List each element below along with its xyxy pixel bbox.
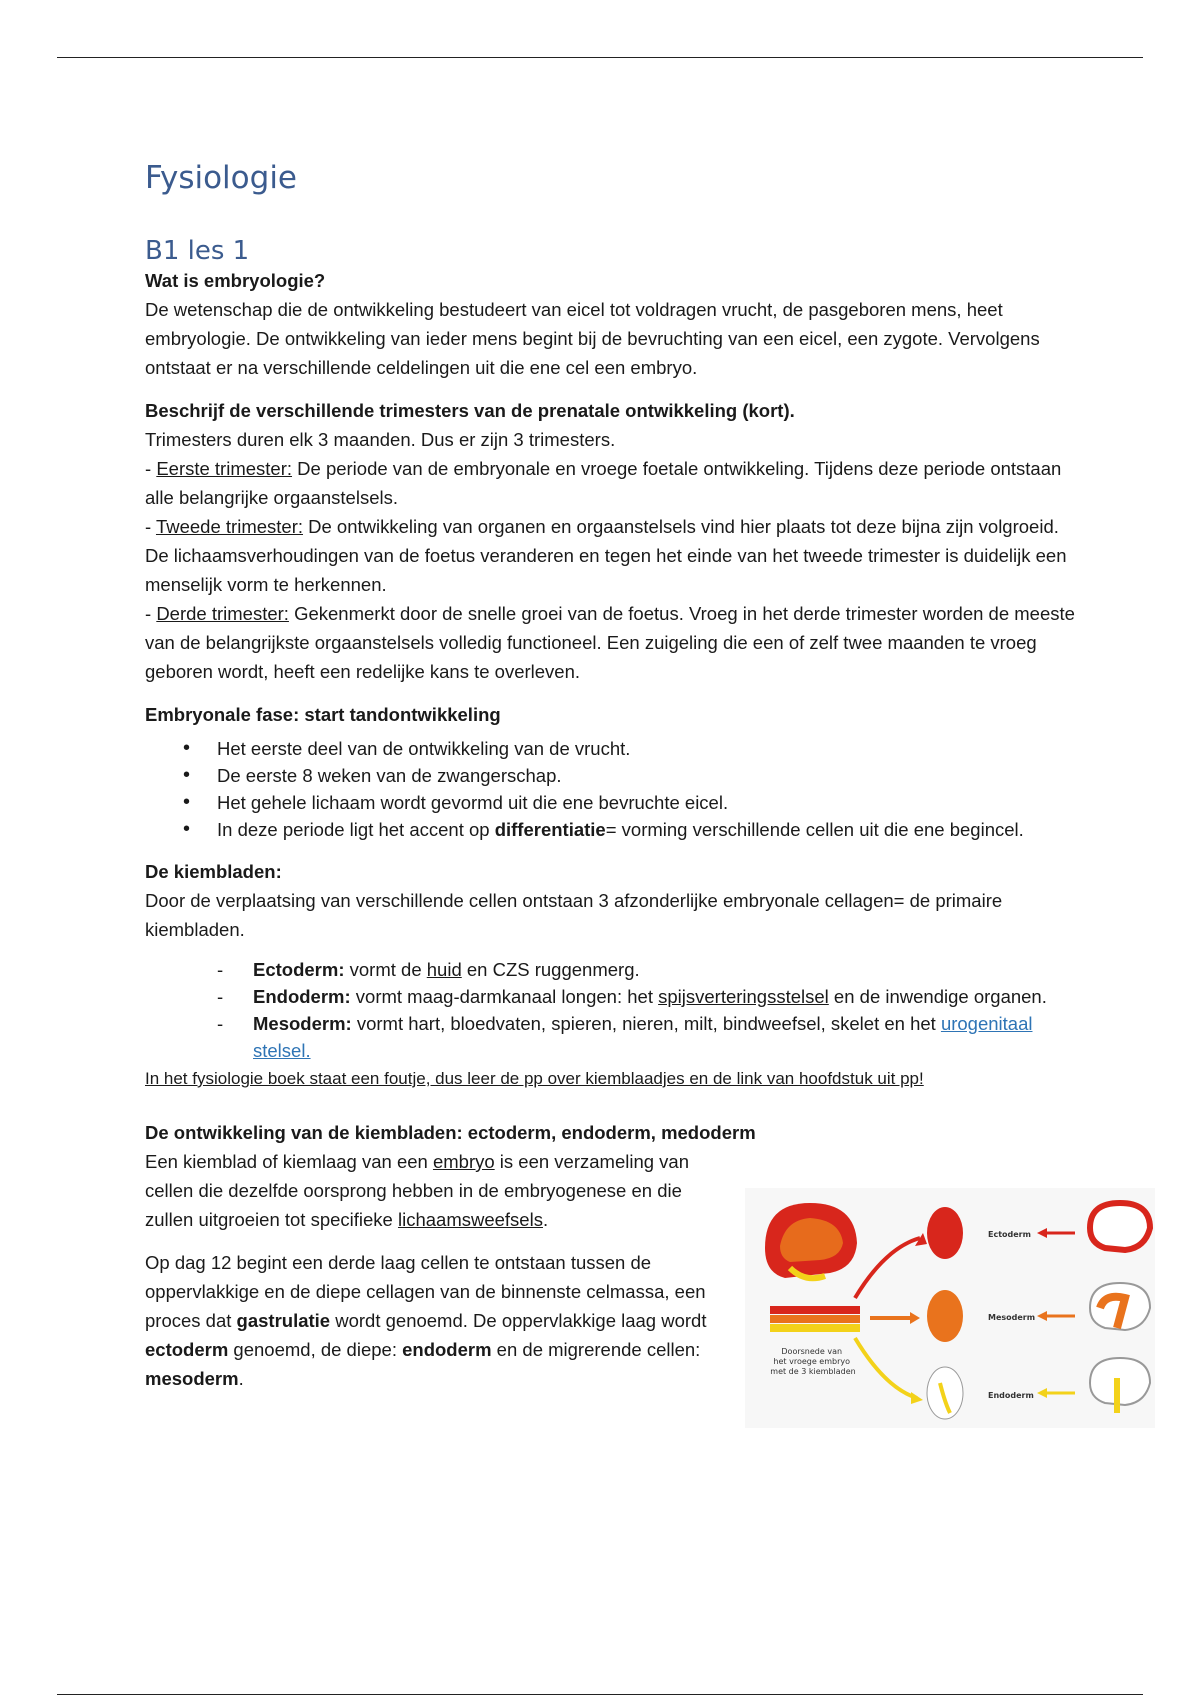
section-heading: B1 les 1 bbox=[145, 236, 250, 266]
fetus-endoderm bbox=[927, 1367, 963, 1419]
gastrulatie-paragraph: Op dag 12 begint een derde laag cellen te ontstaan tussen de oppervlakkige en de diepe cellagen van de binnenste celmassa, een proces dat gastrulatie wordt genoemd. De oppervlakkige laag wordt ectoderm genoemd, de diepe: endoderm en de migrerende cellen: mesoderm. bbox=[145, 1252, 707, 1389]
list-item: • Het eerste deel van de ontwikkeling van de vrucht. bbox=[145, 735, 1075, 762]
figure-caption-line-2: het vroege embryo bbox=[773, 1357, 851, 1366]
footer-rule bbox=[57, 1694, 1143, 1695]
disc-ectoderm bbox=[770, 1306, 860, 1314]
document-body bbox=[145, 160, 1075, 1400]
label-mesoderm: Mesoderm bbox=[988, 1313, 1036, 1322]
list-item-mesoderm: - Mesoderm: vormt hart, bloedvaten, spieren, nieren, milt, bindweefsel, skelet en het urogenitaal stelsel. bbox=[145, 1010, 1075, 1064]
germ-layer-text bbox=[145, 1147, 725, 1393]
kiemblad-definition: Een kiemblad of kiemlaag van een embryo is een verzameling van cellen die dezelfde oorsprong hebben in de embryogenese en die zullen uitgroeien tot specifieke lichaamsweefsels. bbox=[145, 1151, 690, 1230]
embryonic-phase-list bbox=[145, 735, 1075, 843]
label-endoderm: Endoderm bbox=[988, 1391, 1034, 1400]
figure-caption-line-3: met de 3 kiembladen bbox=[770, 1367, 856, 1376]
trimester-1: - Eerste trimester: De periode van de embryonale en vroege foetale ontwikkeling. Tijdens deze periode ontstaan alle belangrijke orgaanstelsels. bbox=[145, 458, 1062, 508]
disc-mesoderm bbox=[770, 1315, 860, 1323]
header-rule bbox=[57, 57, 1143, 58]
organ-ectoderm bbox=[1090, 1203, 1150, 1250]
trimester-3-label: Derde trimester: bbox=[156, 603, 289, 624]
list-item: • De eerste 8 weken van de zwangerschap. bbox=[145, 762, 1075, 789]
figure-caption bbox=[770, 1347, 855, 1376]
trimester-1-text: De periode van de embryonale en vroege foetale ontwikkeling. Tijdens deze periode ontstaan alle belangrijke orgaanstelsels. bbox=[145, 458, 1062, 508]
trimester-2-label: Tweede trimester: bbox=[155, 516, 303, 537]
question-heading-4: De kiembladen: bbox=[145, 861, 282, 882]
germ-layer-figure bbox=[745, 1188, 1155, 1428]
figure-caption-line-1: Doorsnede van bbox=[781, 1347, 843, 1356]
list-item-ectoderm: - Ectoderm: vormt de huid en CZS ruggenmerg. bbox=[145, 956, 1075, 983]
fetus-ectoderm bbox=[927, 1207, 963, 1259]
trimester-1-label: Eerste trimester: bbox=[156, 458, 293, 479]
errata-note: In het fysiologie boek staat een foutje, dus leer de pp over kiemblaadjes en de link van hoofdstuk uit pp! bbox=[145, 1069, 924, 1088]
question-heading-2: Beschrijf de verschillende trimesters van de prenatale ontwikkeling (kort). bbox=[145, 400, 795, 421]
page-title: Fysiologie bbox=[145, 160, 298, 196]
trimester-3: - Derde trimester: Gekenmerkt door de snelle groei van de foetus. Vroeg in het derde trimester worden de meeste van de belangrijkste orgaanstelsels volledig functioneel. Een zuigeling die een of zelf twee maanden te vroeg geboren wordt, heeft een redelijke kans te overleven. bbox=[145, 603, 1075, 682]
trimester-2: - Tweede trimester: De ontwikkeling van organen en orgaanstelsels vind hier plaats tot deze bijna zijn volgroeid. De lichaamsverhoudingen van de foetus veranderen en tegen het einde van het tweede trimester is duidelijk een menselijk vorm te herkennen. bbox=[145, 516, 1067, 595]
fetus-mesoderm bbox=[927, 1290, 963, 1342]
list-item-endoderm: - Endoderm: vormt maag-darmkanaal longen: het spijsverteringsstelsel en de inwendige organen. bbox=[145, 983, 1075, 1010]
germ-layer-diagram bbox=[745, 1188, 1155, 1428]
question-heading-3: Embryonale fase: start tandontwikkeling bbox=[145, 704, 501, 725]
differentiatie-term: differentiatie bbox=[494, 819, 606, 840]
kiembladen-paragraph: Door de verplaatsing van verschillende cellen ontstaan 3 afzonderlijke embryonale cellagen= de primaire kiembladen. bbox=[145, 890, 1003, 940]
germ-layer-section bbox=[145, 1118, 1075, 1400]
list-item: • Het gehele lichaam wordt gevormd uit die ene bevruchte eicel. bbox=[145, 789, 1075, 816]
list-item: • In deze periode ligt het accent op differentiatie= vorming verschillende cellen uit die ene begincel. bbox=[145, 816, 1075, 843]
question-heading-1: Wat is embryologie? bbox=[145, 270, 326, 291]
trimester-2-text: De ontwikkeling van organen en orgaanstelsels vind hier plaats tot deze bijna zijn volgroeid. De lichaamsverhoudingen van de foetus veranderen en tegen het einde van het tweede trimester is duidelijk een menselijk vorm te herkennen. bbox=[145, 516, 1067, 595]
urogenitaal-link[interactable]: urogenitaal stelsel. bbox=[253, 1013, 1033, 1061]
disc-endoderm bbox=[770, 1324, 860, 1332]
answer-paragraph-1: De wetenschap die de ontwikkeling bestudeert van eicel tot voldragen vrucht, de pasgeboren mens, heet embryologie. De ontwikkeling van ieder mens begint bij de bevruchting van een eicel, een zygote. Vervolgens ontstaat er na verschillende celdelingen uit die ene cel een embryo. bbox=[145, 299, 1040, 378]
germ-layer-list bbox=[145, 956, 1075, 1064]
question-heading-5: De ontwikkeling van de kiembladen: ectoderm, endoderm, medoderm bbox=[145, 1122, 756, 1143]
trimester-3-text: Gekenmerkt door de snelle groei van de foetus. Vroeg in het derde trimester worden de meeste van de belangrijkste orgaanstelsels volledig functioneel. Een zuigeling die een of zelf twee maanden te vroeg geboren wordt, heeft een redelijke kans te overleven. bbox=[145, 603, 1075, 682]
trimester-intro: Trimesters duren elk 3 maanden. Dus er zijn 3 trimesters. bbox=[145, 429, 616, 450]
label-ectoderm: Ectoderm bbox=[988, 1230, 1031, 1239]
